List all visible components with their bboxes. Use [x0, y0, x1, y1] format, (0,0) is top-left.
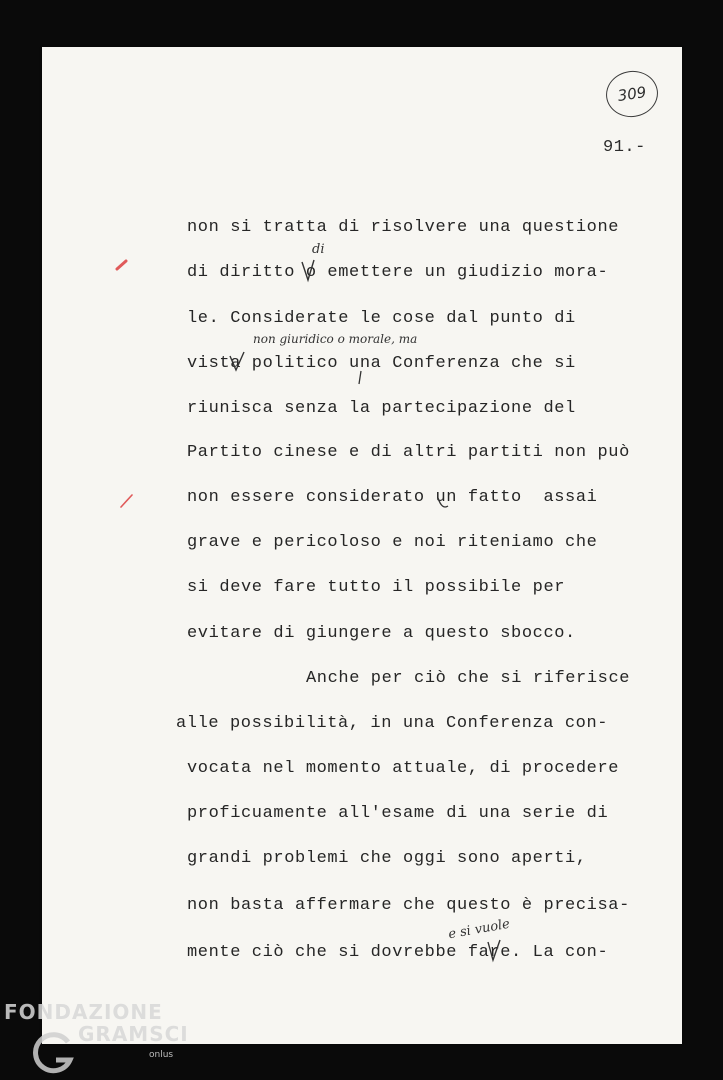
text-line: vista politico una Conferenza che si — [187, 354, 576, 373]
text-line: non si tratta di risolvere una questione — [187, 218, 620, 237]
text-line: grave e pericoloso e noi riteniamo che — [187, 533, 598, 552]
text-line: proficuamente all'esame di una serie di — [187, 804, 609, 823]
text-line: vocata nel momento attuale, di procedere — [187, 759, 620, 778]
handwritten-insert: non giuridico o morale, ma — [253, 332, 418, 346]
handwritten-insert: di — [312, 242, 325, 257]
caret-mark-icon — [300, 258, 316, 284]
text-line: si deve fare tutto il possibile per — [187, 578, 566, 597]
text-line: Partito cinese e di altri partiti non può — [187, 443, 630, 462]
text-line: mente ciò che si dovrebbe fare. La con- — [187, 943, 609, 962]
gramsci-g-icon — [32, 1032, 76, 1076]
watermark-suffix: onlus — [149, 1050, 174, 1060]
page-number: 91.- — [603, 138, 646, 157]
text-line: alle possibilità, in una Conferenza con- — [176, 714, 609, 733]
handwritten-insert: e si vuole — [447, 916, 512, 943]
red-margin-mark-icon — [114, 258, 130, 272]
watermark-line1: FONDAZIONE — [4, 1000, 163, 1024]
text-line: di diritto o emettere un giudizio mora- — [187, 263, 609, 282]
comma-mark-icon — [356, 370, 364, 386]
correction-mark-icon — [436, 496, 450, 512]
stamp-number: 309 — [616, 83, 648, 105]
caret-mark-icon — [228, 350, 246, 374]
caret-mark-icon — [486, 938, 502, 964]
text-line: riunisca senza la partecipazione del — [187, 399, 576, 418]
text-line: non essere considerato un fatto assai — [187, 488, 598, 507]
watermark-logo — [4, 1000, 204, 1080]
text-line: non basta affermare che questo è precisa- — [187, 896, 630, 915]
text-line: le. Considerate le cose dal punto di — [187, 309, 576, 328]
text-line: grandi problemi che oggi sono aperti, — [187, 849, 587, 868]
red-margin-mark-icon — [118, 492, 136, 510]
watermark-line2: GRAMSCI — [78, 1022, 189, 1046]
text-line-indented: Anche per ciò che si riferisce — [306, 669, 631, 688]
text-line: evitare di giungere a questo sbocco. — [187, 624, 576, 643]
